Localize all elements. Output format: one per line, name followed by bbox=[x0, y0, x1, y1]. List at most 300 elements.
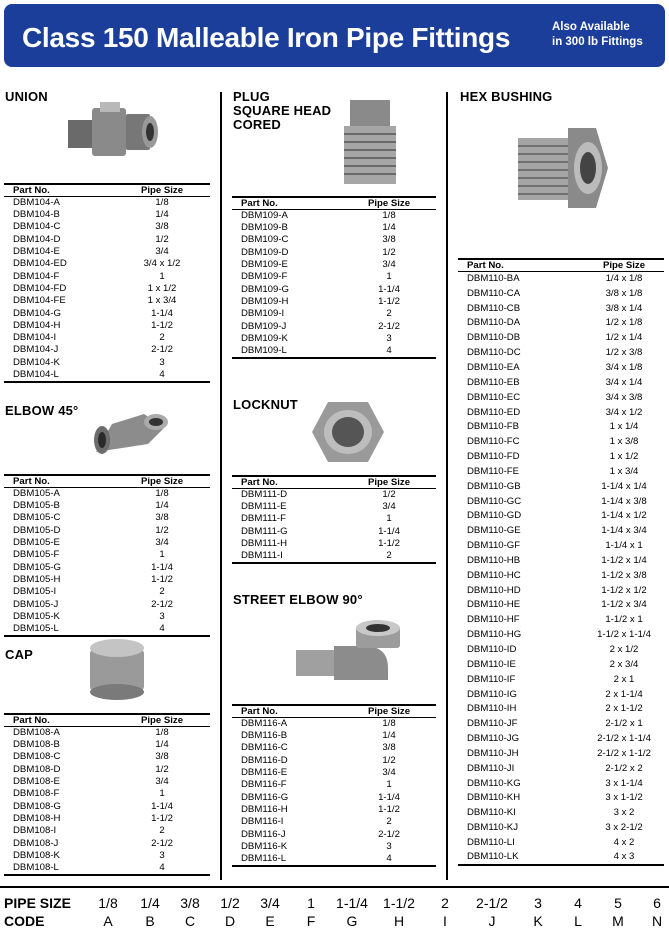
table-row bbox=[4, 776, 210, 788]
table-row bbox=[458, 286, 664, 301]
table-row bbox=[458, 316, 664, 331]
part-number: DBM110-GD bbox=[467, 510, 522, 522]
pipe-size: 1 x 3/4 bbox=[147, 295, 177, 307]
part-number: DBM108-D bbox=[13, 763, 61, 775]
pipe-size: 1-1/2 bbox=[151, 812, 173, 824]
col-part-no: Part No. bbox=[467, 260, 504, 271]
part-number: DBM110-HC bbox=[467, 569, 521, 581]
pipe-size: 2-1/2 x 1 bbox=[605, 718, 643, 730]
table-row bbox=[232, 271, 436, 283]
pipe-size: 1 x 1/2 bbox=[147, 282, 177, 294]
table-row bbox=[232, 333, 436, 345]
pipe-size: 3/4 bbox=[155, 776, 169, 788]
part-number: DBM116-I bbox=[241, 816, 284, 828]
pipe-size-value: 1-1/2 bbox=[383, 895, 415, 911]
pipe-size: 1-1/2 bbox=[378, 803, 400, 815]
part-number: DBM116-F bbox=[241, 779, 287, 791]
table-row bbox=[4, 307, 210, 319]
part-number: DBM105-L bbox=[13, 622, 59, 634]
plug-section bbox=[233, 90, 331, 132]
part-number: DBM108-K bbox=[13, 849, 60, 861]
part-number: DBM110-DA bbox=[467, 317, 521, 329]
code-value: L bbox=[574, 913, 582, 929]
pipe-size-value: 2 bbox=[441, 895, 449, 911]
pipe-size: 1/2 x 1/8 bbox=[605, 317, 643, 329]
table-row bbox=[458, 346, 664, 361]
pipe-size: 3/8 x 1/8 bbox=[605, 287, 643, 299]
col-pipe-size: Pipe Size bbox=[367, 198, 411, 209]
part-number: DBM110-IF bbox=[467, 673, 516, 685]
pipe-size: 1-1/2 bbox=[151, 573, 173, 585]
pipe-size: 4 x 2 bbox=[613, 836, 635, 848]
part-number: DBM110-ID bbox=[467, 644, 517, 656]
part-number: DBM110-BA bbox=[467, 273, 520, 285]
part-number: DBM104-F bbox=[13, 270, 60, 282]
union-section bbox=[5, 90, 48, 104]
pipe-size: 1-1/4 x 1/4 bbox=[601, 480, 647, 492]
pipe-size: 1/8 bbox=[155, 727, 169, 738]
part-number: DBM104-I bbox=[13, 332, 57, 344]
pipe-size: 3/4 bbox=[155, 537, 169, 549]
table-row bbox=[232, 779, 436, 791]
table-row bbox=[458, 554, 664, 569]
pipe-size: 1/4 bbox=[155, 739, 169, 751]
pipe-size: 1 x 3/8 bbox=[609, 436, 639, 448]
pipe-size: 3 x 2-1/2 bbox=[605, 822, 643, 834]
pipe-size: 1-1/4 bbox=[378, 791, 400, 803]
table-row bbox=[458, 568, 664, 583]
plug-title-1: PLUG bbox=[233, 89, 270, 104]
plug-image bbox=[334, 98, 408, 190]
pipe-size: 1-1/2 x 1-1/4 bbox=[597, 629, 651, 641]
part-number: DBM109-A bbox=[241, 210, 288, 221]
pipe-size: 1-1/4 bbox=[378, 525, 400, 537]
pipe-size: 1/2 bbox=[155, 763, 169, 775]
part-number: DBM110-GC bbox=[467, 495, 522, 507]
code-value: J bbox=[488, 913, 496, 929]
table-row bbox=[232, 767, 436, 779]
pipe-size: 1/2 bbox=[155, 233, 169, 245]
elbow45-section bbox=[5, 404, 78, 418]
pipe-size: 1-1/4 bbox=[151, 307, 173, 319]
locknut-table bbox=[232, 475, 436, 564]
table-row bbox=[4, 332, 210, 344]
pipe-size: 2 bbox=[159, 586, 165, 598]
code-value: E bbox=[265, 913, 275, 929]
pipe-size: 1-1/4 x 1/2 bbox=[601, 510, 647, 522]
part-number: DBM108-L bbox=[13, 861, 59, 873]
part-number: DBM109-K bbox=[241, 332, 288, 344]
table-row bbox=[232, 816, 436, 828]
pipe-size-value: 1/4 bbox=[140, 895, 160, 911]
pipe-size-value: 1/8 bbox=[98, 895, 118, 911]
part-number: DBM110-DB bbox=[467, 332, 521, 344]
pipe-size: 1/2 x 3/8 bbox=[605, 347, 643, 359]
street-elbow-image bbox=[294, 616, 408, 690]
pipe-size: 4 bbox=[386, 344, 392, 356]
pipe-size: 2 bbox=[386, 550, 392, 562]
part-number: DBM110-KI bbox=[467, 807, 516, 819]
table-row bbox=[232, 247, 436, 259]
pipe-size-label: PIPE SIZE bbox=[4, 895, 71, 911]
pipe-size: 1 x 1/2 bbox=[609, 451, 639, 463]
pipe-size: 3/4 x 3/8 bbox=[605, 391, 643, 403]
part-number: DBM110-HG bbox=[467, 629, 522, 641]
table-row bbox=[4, 258, 210, 270]
pipe-size: 1 bbox=[159, 788, 165, 800]
part-number: DBM110-CA bbox=[467, 287, 521, 299]
table-row bbox=[4, 611, 210, 623]
pipe-size: 2-1/2 x 1-1/4 bbox=[597, 733, 651, 745]
pipe-size: 3 bbox=[159, 849, 165, 861]
pipe-size: 3 bbox=[159, 356, 165, 368]
part-number: DBM108-J bbox=[13, 837, 59, 849]
table-row bbox=[458, 806, 664, 821]
pipe-size: 2-1/2 bbox=[151, 598, 173, 610]
pipe-size: 1-1/4 x 3/8 bbox=[601, 495, 647, 507]
table-row bbox=[4, 197, 210, 210]
table-row bbox=[232, 742, 436, 754]
table-row bbox=[458, 761, 664, 776]
part-number: DBM105-E bbox=[13, 537, 60, 549]
part-number: DBM104-L bbox=[13, 368, 59, 380]
col-part-no: Part No. bbox=[241, 198, 278, 209]
pipe-size: 4 bbox=[159, 368, 165, 380]
pipe-size-value: 1 bbox=[307, 895, 315, 911]
table-row bbox=[458, 464, 664, 479]
table-row bbox=[458, 702, 664, 717]
pipe-size: 4 bbox=[159, 622, 165, 634]
part-number: DBM104-FE bbox=[13, 295, 66, 307]
table-row bbox=[4, 850, 210, 862]
table-row bbox=[232, 513, 436, 525]
table-row bbox=[4, 221, 210, 233]
table-row bbox=[232, 550, 436, 563]
code-value: N bbox=[651, 913, 663, 929]
pipe-size: 3/8 x 1/4 bbox=[605, 302, 643, 314]
pipe-size-value: 1-1/4 bbox=[336, 895, 368, 911]
part-number: DBM105-J bbox=[13, 598, 59, 610]
table-row bbox=[232, 234, 436, 246]
part-number: DBM116-K bbox=[241, 840, 288, 852]
pipe-size: 2 x 1 bbox=[613, 673, 635, 685]
pipe-size: 3/4 bbox=[382, 767, 396, 779]
pipe-size: 1/2 bbox=[382, 489, 396, 500]
part-number: DBM110-EB bbox=[467, 376, 520, 388]
page-title: Class 150 Malleable Iron Pipe Fittings bbox=[22, 22, 511, 53]
part-number: DBM108-I bbox=[13, 825, 57, 837]
part-number: DBM116-G bbox=[241, 791, 289, 803]
part-number: DBM116-J bbox=[241, 828, 286, 840]
pipe-size: 1-1/4 bbox=[378, 283, 400, 295]
part-number: DBM104-B bbox=[13, 209, 60, 221]
table-row bbox=[4, 525, 210, 537]
part-number: DBM104-D bbox=[13, 233, 61, 245]
pipe-size-value: 3/4 bbox=[260, 895, 280, 911]
pipe-size: 1-1/4 bbox=[151, 800, 173, 812]
table-row bbox=[4, 295, 210, 307]
table-row bbox=[4, 751, 210, 763]
pipe-size: 1 bbox=[386, 779, 392, 791]
code-value: K bbox=[533, 913, 543, 929]
table-row bbox=[232, 791, 436, 803]
part-number: DBM111-H bbox=[241, 538, 288, 550]
pipe-size: 3/4 x 1/4 bbox=[605, 376, 643, 388]
cap-table bbox=[4, 713, 210, 876]
part-number: DBM109-H bbox=[241, 295, 289, 307]
street-elbow-section bbox=[233, 593, 363, 607]
code-value: M bbox=[612, 913, 624, 929]
pipe-size: 1/8 bbox=[382, 210, 396, 221]
union-image bbox=[64, 98, 164, 168]
table-row bbox=[232, 538, 436, 550]
table-row bbox=[4, 727, 210, 740]
pipe-size: 1/8 bbox=[155, 488, 169, 499]
table-row bbox=[458, 717, 664, 732]
table-row bbox=[4, 586, 210, 598]
part-number: DBM110-JH bbox=[467, 747, 519, 759]
pipe-size: 2 x 1-1/2 bbox=[605, 703, 643, 715]
pipe-size: 1-1/2 bbox=[378, 295, 400, 307]
part-number: DBM110-EC bbox=[467, 391, 521, 403]
code-value: A bbox=[103, 913, 113, 929]
locknut-section bbox=[233, 398, 298, 412]
table-row bbox=[232, 296, 436, 308]
union-title: UNION bbox=[5, 89, 48, 104]
table-row bbox=[232, 210, 436, 223]
pipe-size: 1/2 bbox=[382, 246, 396, 258]
part-number: DBM105-I bbox=[13, 586, 57, 598]
col-part-no: Part No. bbox=[13, 715, 50, 726]
table-row bbox=[4, 270, 210, 282]
part-number: DBM110-KH bbox=[467, 792, 521, 804]
code-value: B bbox=[145, 913, 155, 929]
pipe-size: 3/4 x 1/2 bbox=[605, 406, 643, 418]
part-number: DBM110-FD bbox=[467, 451, 520, 463]
part-number: DBM111-E bbox=[241, 501, 287, 513]
part-number: DBM108-A bbox=[13, 727, 60, 738]
pipe-size: 2-1/2 bbox=[151, 837, 173, 849]
column-divider-1 bbox=[220, 92, 222, 880]
pipe-size: 1/2 x 1/4 bbox=[605, 332, 643, 344]
part-number: DBM108-B bbox=[13, 739, 60, 751]
pipe-size: 2 bbox=[386, 816, 392, 828]
part-number: DBM110-HF bbox=[467, 614, 520, 626]
table-row bbox=[458, 687, 664, 702]
part-number: DBM110-GE bbox=[467, 525, 521, 537]
code-row bbox=[0, 913, 669, 931]
part-number: DBM110-JI bbox=[467, 762, 515, 774]
table-row bbox=[458, 450, 664, 465]
part-number: DBM104-K bbox=[13, 356, 60, 368]
street-elbow-table bbox=[232, 704, 436, 867]
code-value: C bbox=[184, 913, 196, 929]
table-row bbox=[4, 283, 210, 295]
part-number: DBM110-HB bbox=[467, 554, 521, 566]
part-number: DBM110-FC bbox=[467, 436, 520, 448]
hex-bushing-title: HEX BUSHING bbox=[460, 89, 553, 104]
pipe-size-value: 3 bbox=[534, 895, 542, 911]
pipe-size: 3/4 x 1/8 bbox=[605, 361, 643, 373]
table-row bbox=[232, 320, 436, 332]
part-number: DBM116-D bbox=[241, 754, 288, 766]
pipe-size: 1/4 bbox=[382, 730, 396, 742]
part-number: DBM110-HE bbox=[467, 599, 521, 611]
table-row bbox=[458, 732, 664, 747]
table-row bbox=[4, 598, 210, 610]
pipe-size: 3/8 bbox=[382, 234, 396, 246]
pipe-size: 1-1/2 x 1/4 bbox=[601, 554, 647, 566]
table-row bbox=[458, 628, 664, 643]
table-row bbox=[458, 821, 664, 836]
cap-title: CAP bbox=[5, 647, 34, 662]
part-number: DBM110-DC bbox=[467, 347, 521, 359]
pipe-size: 2-1/2 x 1-1/2 bbox=[597, 747, 651, 759]
pipe-size: 3 x 1-1/2 bbox=[605, 792, 643, 804]
table-row bbox=[4, 739, 210, 751]
table-row bbox=[458, 539, 664, 554]
table-row bbox=[458, 272, 664, 287]
pipe-size-value: 3/8 bbox=[180, 895, 200, 911]
table-row bbox=[458, 331, 664, 346]
part-number: DBM104-H bbox=[13, 319, 61, 331]
code-value: I bbox=[443, 913, 447, 929]
part-number: DBM111-F bbox=[241, 513, 286, 525]
part-number: DBM109-G bbox=[241, 283, 289, 295]
part-number: DBM110-FE bbox=[467, 465, 520, 477]
table-row bbox=[4, 369, 210, 382]
pipe-size: 1-1/2 x 1/2 bbox=[601, 584, 647, 596]
col-part-no: Part No. bbox=[241, 477, 278, 488]
table-row bbox=[4, 488, 210, 501]
elbow45-table bbox=[4, 474, 210, 637]
pipe-size: 1-1/4 x 3/4 bbox=[601, 525, 647, 537]
pipe-size: 3 x 1-1/4 bbox=[605, 777, 643, 789]
table-row bbox=[458, 613, 664, 628]
table-row bbox=[4, 549, 210, 561]
table-row bbox=[458, 405, 664, 420]
part-number: DBM110-LK bbox=[467, 851, 519, 863]
part-number: DBM109-L bbox=[241, 344, 287, 356]
pipe-size: 1 bbox=[386, 271, 392, 283]
table-row bbox=[458, 420, 664, 435]
part-number: DBM108-G bbox=[13, 800, 61, 812]
table-row bbox=[232, 755, 436, 767]
part-number: DBM104-E bbox=[13, 246, 60, 258]
locknut-title: LOCKNUT bbox=[233, 397, 298, 412]
part-number: DBM116-B bbox=[241, 730, 288, 742]
table-row bbox=[232, 526, 436, 538]
table-row bbox=[458, 643, 664, 658]
part-number: DBM109-J bbox=[241, 320, 287, 332]
table-row bbox=[4, 837, 210, 849]
pipe-size: 2 bbox=[386, 308, 392, 320]
pipe-size: 1/4 bbox=[155, 209, 169, 221]
table-row bbox=[232, 345, 436, 358]
table-row bbox=[4, 320, 210, 332]
part-number: DBM116-C bbox=[241, 742, 288, 754]
table-row bbox=[4, 862, 210, 875]
part-number: DBM116-L bbox=[241, 852, 287, 864]
table-row bbox=[458, 390, 664, 405]
table-row bbox=[232, 222, 436, 234]
table-row bbox=[458, 598, 664, 613]
pipe-size: 4 bbox=[159, 861, 165, 873]
table-row bbox=[458, 583, 664, 598]
footer-rule bbox=[0, 886, 669, 888]
col-pipe-size: Pipe Size bbox=[602, 260, 646, 271]
col-pipe-size: Pipe Size bbox=[140, 476, 184, 487]
pipe-size: 1/4 x 1/8 bbox=[605, 273, 643, 285]
pipe-size: 1-1/2 x 3/8 bbox=[601, 569, 647, 581]
part-number: DBM111-I bbox=[241, 550, 283, 562]
col-part-no: Part No. bbox=[13, 185, 50, 196]
table-row bbox=[458, 747, 664, 762]
table-row bbox=[232, 804, 436, 816]
note-line-2: in 300 lb Fittings bbox=[552, 36, 643, 48]
table-row bbox=[232, 489, 436, 502]
pipe-size: 3/8 bbox=[155, 751, 169, 763]
plug-table bbox=[232, 196, 436, 359]
pipe-size: 1 bbox=[159, 270, 165, 282]
part-number: DBM110-CB bbox=[467, 302, 521, 314]
table-row bbox=[458, 361, 664, 376]
availability-note bbox=[552, 20, 643, 50]
table-row bbox=[458, 657, 664, 672]
part-number: DBM110-FB bbox=[467, 421, 520, 433]
part-number: DBM108-H bbox=[13, 812, 61, 824]
table-row bbox=[4, 512, 210, 524]
part-number: DBM105-B bbox=[13, 500, 60, 512]
table-row bbox=[4, 813, 210, 825]
part-number: DBM109-F bbox=[241, 271, 288, 283]
table-row bbox=[4, 500, 210, 512]
table-row bbox=[232, 841, 436, 853]
pipe-size-value: 5 bbox=[614, 895, 622, 911]
pipe-size-value: 1/2 bbox=[220, 895, 240, 911]
hex-bushing-section bbox=[460, 90, 553, 104]
part-number: DBM104-ED bbox=[13, 258, 67, 270]
pipe-size: 1/8 bbox=[382, 718, 396, 729]
table-row bbox=[458, 494, 664, 509]
locknut-image bbox=[310, 400, 386, 464]
cap-section bbox=[5, 648, 33, 662]
part-number: DBM105-A bbox=[13, 488, 60, 499]
part-number: DBM110-ED bbox=[467, 406, 521, 418]
code-value: F bbox=[306, 913, 316, 929]
table-row bbox=[458, 524, 664, 539]
part-number: DBM110-IG bbox=[467, 688, 517, 700]
col-pipe-size: Pipe Size bbox=[367, 477, 411, 488]
part-number: DBM110-LI bbox=[467, 836, 515, 848]
pipe-size: 3/4 bbox=[155, 246, 169, 258]
pipe-size: 3/4 bbox=[382, 259, 396, 271]
pipe-size: 2 bbox=[159, 332, 165, 344]
part-number: DBM111-G bbox=[241, 525, 288, 537]
pipe-size: 2-1/2 bbox=[151, 344, 173, 356]
pipe-size: 2 bbox=[159, 825, 165, 837]
part-number: DBM110-KJ bbox=[467, 822, 519, 834]
table-row bbox=[4, 788, 210, 800]
part-number: DBM110-GF bbox=[467, 540, 521, 552]
pipe-size: 2-1/2 bbox=[378, 828, 400, 840]
table-row bbox=[4, 234, 210, 246]
pipe-size: 3 x 2 bbox=[613, 807, 635, 819]
pipe-size: 1 bbox=[386, 513, 392, 525]
table-row bbox=[4, 561, 210, 573]
part-number: DBM104-C bbox=[13, 221, 61, 233]
plug-title-2: SQUARE HEAD bbox=[233, 103, 332, 118]
